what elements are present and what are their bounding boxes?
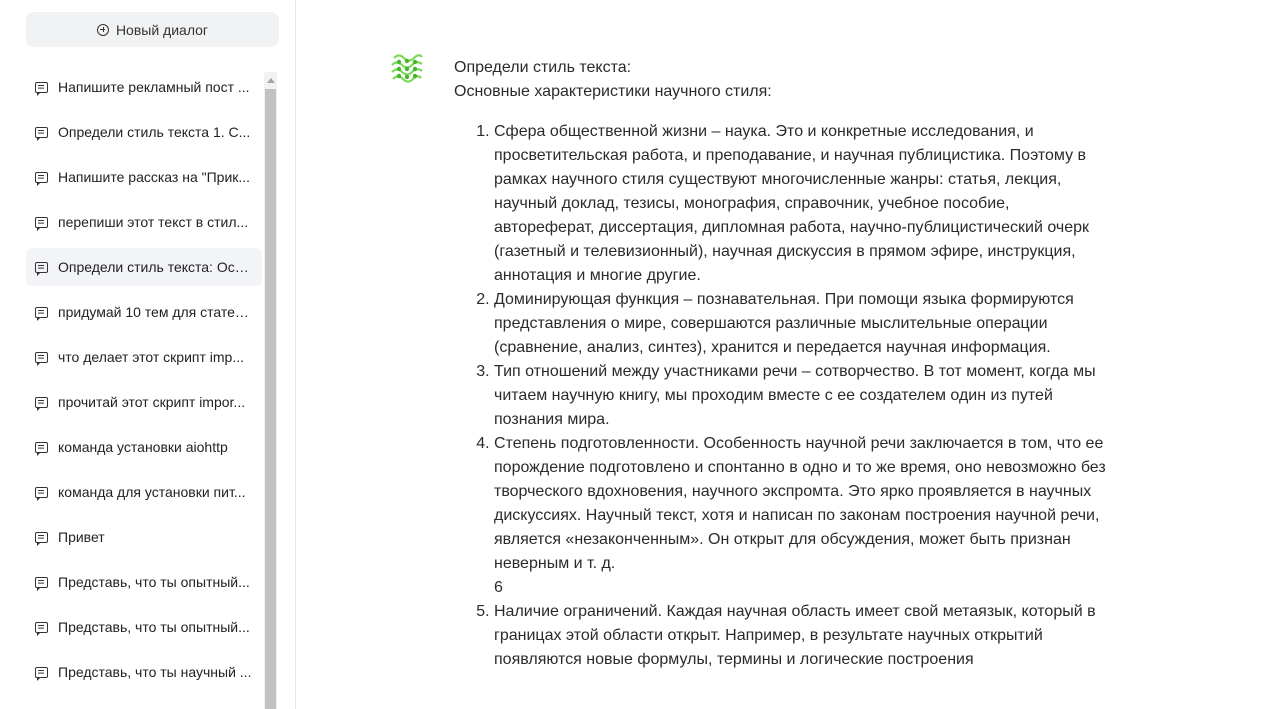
scroll-up-arrow-icon[interactable] [264, 72, 277, 88]
history-item-label: Представь, что ты научный ... [58, 664, 252, 680]
history-item[interactable] [26, 563, 262, 601]
history-item-label: команда для установки пит... [58, 484, 246, 500]
scroll-thumb[interactable] [265, 89, 276, 709]
chat-bubble-icon [35, 577, 48, 588]
history-item-label: Представь, что ты опытный... [58, 574, 250, 590]
history-item-label: перепиши этот текст в стил... [58, 214, 249, 230]
chat-bubble-icon [35, 397, 48, 408]
history-scrollbar[interactable] [264, 72, 277, 709]
history-item[interactable] [26, 428, 262, 466]
message-line-2: Основные характеристики научного стиля: [454, 83, 772, 100]
history-item[interactable] [26, 653, 262, 691]
history-item[interactable] [26, 68, 262, 106]
chat-bubble-icon [35, 172, 48, 183]
sidebar [0, 0, 296, 709]
chat-bubble-icon [35, 667, 48, 678]
chat-bubble-icon [35, 442, 48, 453]
chat-bubble-icon [35, 487, 48, 498]
history-item-label: Напишите рекламный пост ... [58, 79, 250, 95]
history-item-label: Представь, что ты опытный... [58, 619, 250, 635]
list-item-1: 1. Сфера общественной жизни – наука. Это и конкретные исследования, и просветительская работа, и преподавание, и научная публицистика. Поэтому в рамках научного стиля существуют многочисленные жанры: статья, лекция, научный доклад, тезисы, монография, справочник, учебное пособие, автореферат, диссертация, дипломная работа, научно-публицистический очерк (газетный и телевизионный), научная дискуссия в прямом эфире, инструкция, аннотация и многие другие. [494, 120, 1114, 288]
chat-bubble-icon [35, 352, 48, 363]
list-item-3: 3. Тип отношений между участниками речи – сотворчество. В тот момент, когда мы читаем научную книгу, мы проходим вместе с ее создателем один из путей познания мира. [494, 360, 1114, 432]
history-item[interactable] [26, 158, 262, 196]
history-item-label: прочитай этот скрипт impor... [58, 394, 246, 410]
chat-bubble-icon [35, 82, 48, 93]
message-text [454, 56, 1114, 672]
history-item[interactable] [26, 518, 262, 556]
history-item[interactable] [26, 293, 262, 331]
history-item[interactable] [26, 113, 262, 151]
history-item[interactable] [26, 338, 262, 376]
list-item-5: 5. Наличие ограничений. Каждая научная область имеет свой метаязык, который в границах этой области открыт. Например, в результате научных открытий появляются новые формулы, термины и логические построения [494, 600, 1114, 672]
history-item-label: Привет [58, 529, 105, 545]
chat-bubble-icon [35, 217, 48, 228]
chat-bubble-icon [35, 532, 48, 543]
history-item-label: команда установки aiohttp [58, 439, 228, 455]
history-item-label: Определи стиль текста: Осн... [58, 259, 254, 275]
history-item[interactable] [26, 473, 262, 511]
history-item-label: Определи стиль текста 1. С... [58, 124, 251, 140]
new-dialog-button[interactable] [26, 12, 279, 47]
list-item-4-text: Степень подготовленности. Особенность научной речи заключается в том, что ее порождение подготовлено и спонтанно в одно и то же время, оно невозможно без творческого вдохновения, научного экспромта. Это ярко проявляется в научных дискуссиях. Научный текст, хотя и написан по законам построения научной речи, является «незаконченным». Он открыт для обсуждения, может быть признан неверным и т. д. [494, 435, 1106, 572]
history-item-label: что делает этот скрипт imp... [58, 349, 245, 365]
chat-bubble-icon [35, 127, 48, 138]
chat-history-list [26, 68, 262, 709]
history-item-label: Напишите рассказ на "Прик... [58, 169, 251, 185]
characteristics-list [454, 120, 1114, 672]
chat-area [296, 0, 1277, 709]
chat-bubble-icon [35, 262, 48, 273]
list-item-4 [494, 432, 1114, 600]
chat-bubble-icon [35, 622, 48, 633]
list-item-2: 2. Доминирующая функция – познавательная. При помощи языка формируются представления о мире, совершаются различные мыслительные операции (сравнение, анализ, синтез), хранится и передается научная информация. [494, 288, 1114, 360]
history-item[interactable] [26, 383, 262, 421]
message-line-1: Определи стиль текста: [454, 59, 632, 76]
history-item[interactable] [26, 248, 262, 286]
history-item-label: придумай 10 тем для статей... [58, 304, 254, 320]
green-pattern-avatar-icon [390, 52, 424, 86]
list-item-4-trailing: 6 [494, 579, 503, 596]
plus-circle-icon [97, 24, 109, 36]
chat-bubble-icon [35, 307, 48, 318]
new-dialog-label: Новый диалог [115, 21, 209, 38]
history-item[interactable] [26, 203, 262, 241]
history-item[interactable] [26, 608, 262, 646]
